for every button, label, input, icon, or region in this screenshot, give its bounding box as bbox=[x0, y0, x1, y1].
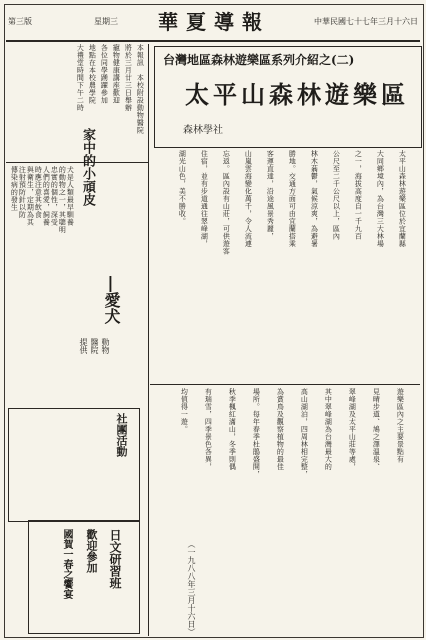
text-column: 各位同學踴躍參加 bbox=[100, 44, 109, 104]
text-column: 大同鄉境內，為台灣三大林場 bbox=[376, 150, 385, 248]
text-column: 勝地。交通方面可由宜蘭搭乘 bbox=[288, 150, 297, 248]
text-column: 場所。每年春季杜鵑盛開， bbox=[252, 388, 261, 478]
weekday-label: 星期三 bbox=[94, 17, 118, 26]
side-feature-title: 家中的小頑皮 bbox=[80, 128, 95, 206]
text-column: 林木蓊鬱，氣候涼爽，為避暑 bbox=[310, 150, 319, 248]
text-column: 忠實的個性，深受 bbox=[50, 166, 59, 226]
series-title: 台灣地區森林遊樂區系列介紹之(二) bbox=[163, 53, 355, 67]
paper-name: 華夏導報 bbox=[158, 10, 270, 34]
text-column: 本報訊 本校附設動物醫院 bbox=[136, 44, 145, 134]
text-column: 翠峰湖及太平山莊等處， bbox=[348, 388, 357, 471]
social-heading: 社團活動 bbox=[115, 413, 128, 457]
event-heading: 國賀一春之饗宴 bbox=[61, 529, 72, 599]
text-column: 見晴步道、鳩之澤溫泉、 bbox=[372, 388, 381, 471]
issue-label: 第三版 bbox=[8, 17, 32, 26]
column-divider bbox=[148, 44, 149, 636]
text-column: 時應注意其飲食 bbox=[34, 166, 43, 219]
text-column: 湖光山色，美不勝收。 bbox=[178, 150, 187, 225]
text-column: 有瑞雪，四季景色各異， bbox=[204, 388, 213, 471]
text-column: 與衛生，定期為其 bbox=[26, 166, 35, 226]
date-citation: （一九八八年三月十六日） bbox=[187, 540, 196, 636]
side-feature-body bbox=[10, 166, 74, 390]
text-column: 寵物健康講座歡迎 bbox=[112, 44, 121, 104]
japanese-class-box bbox=[28, 520, 140, 634]
text-column: 犬是人類最早馴養 bbox=[66, 166, 74, 226]
text-column: 人們的喜愛，飼養 bbox=[42, 166, 51, 226]
publication-date: 中華民國七十七年三月十六日 bbox=[314, 17, 418, 26]
text-column: 注射預防針以防 bbox=[18, 166, 27, 219]
text-column: 太平山森林遊樂區位於宜蘭縣 bbox=[398, 150, 407, 248]
text-column: 均值得一遊。 bbox=[180, 388, 189, 433]
masthead bbox=[6, 6, 420, 42]
side-feature-byline: 動物醫院提供 bbox=[79, 338, 110, 354]
text-column: 為賞鳥及觀察植物的最佳 bbox=[276, 388, 285, 471]
text-column: 山嵐雲海變化萬千，令人流連 bbox=[244, 150, 253, 248]
text-column: 住宿，並有步道通往翠峰湖， bbox=[200, 150, 209, 248]
text-column: 其中翠峰湖為台灣最大的 bbox=[324, 388, 333, 471]
feature-title-box bbox=[154, 46, 422, 148]
side-feature-header bbox=[78, 128, 121, 358]
text-column: 傳染病的發生 bbox=[10, 166, 19, 211]
text-column: 秋季楓紅滿山，冬季則偶 bbox=[228, 388, 237, 471]
text-column: 客運直達，沿途風景秀麗， bbox=[266, 150, 275, 240]
text-column: 之一，海拔高度自一千九百 bbox=[354, 150, 363, 240]
social-body bbox=[15, 417, 107, 515]
text-column: 的動物之一，其聰明 bbox=[58, 166, 67, 234]
side-feature-subtitle: ―愛犬 bbox=[102, 276, 121, 324]
section-divider bbox=[150, 384, 420, 385]
welcome-heading: 歡迎參加 bbox=[85, 529, 98, 573]
text-column: 將於三月廿三日舉辦 bbox=[124, 44, 133, 112]
text-column: 地點在本校農學院 bbox=[88, 44, 97, 104]
credit-line: 森林學社 bbox=[183, 125, 223, 136]
text-column: 忘返。區內設有山莊，可供遊客 bbox=[222, 150, 231, 255]
social-activities-box bbox=[8, 408, 140, 522]
text-column: 大禮堂時間下午二時 bbox=[76, 44, 85, 112]
text-column: 遊樂區內之主要景點有 bbox=[396, 388, 405, 463]
main-title: 太平山森林遊樂區 bbox=[185, 80, 409, 109]
text-column: 高山湖泊，四周林相完整， bbox=[300, 388, 309, 478]
text-column: 公尺至二千公尺以上，區內 bbox=[332, 150, 341, 240]
feature-article-body bbox=[150, 150, 420, 380]
class-heading: 日文研習班 bbox=[108, 529, 122, 589]
